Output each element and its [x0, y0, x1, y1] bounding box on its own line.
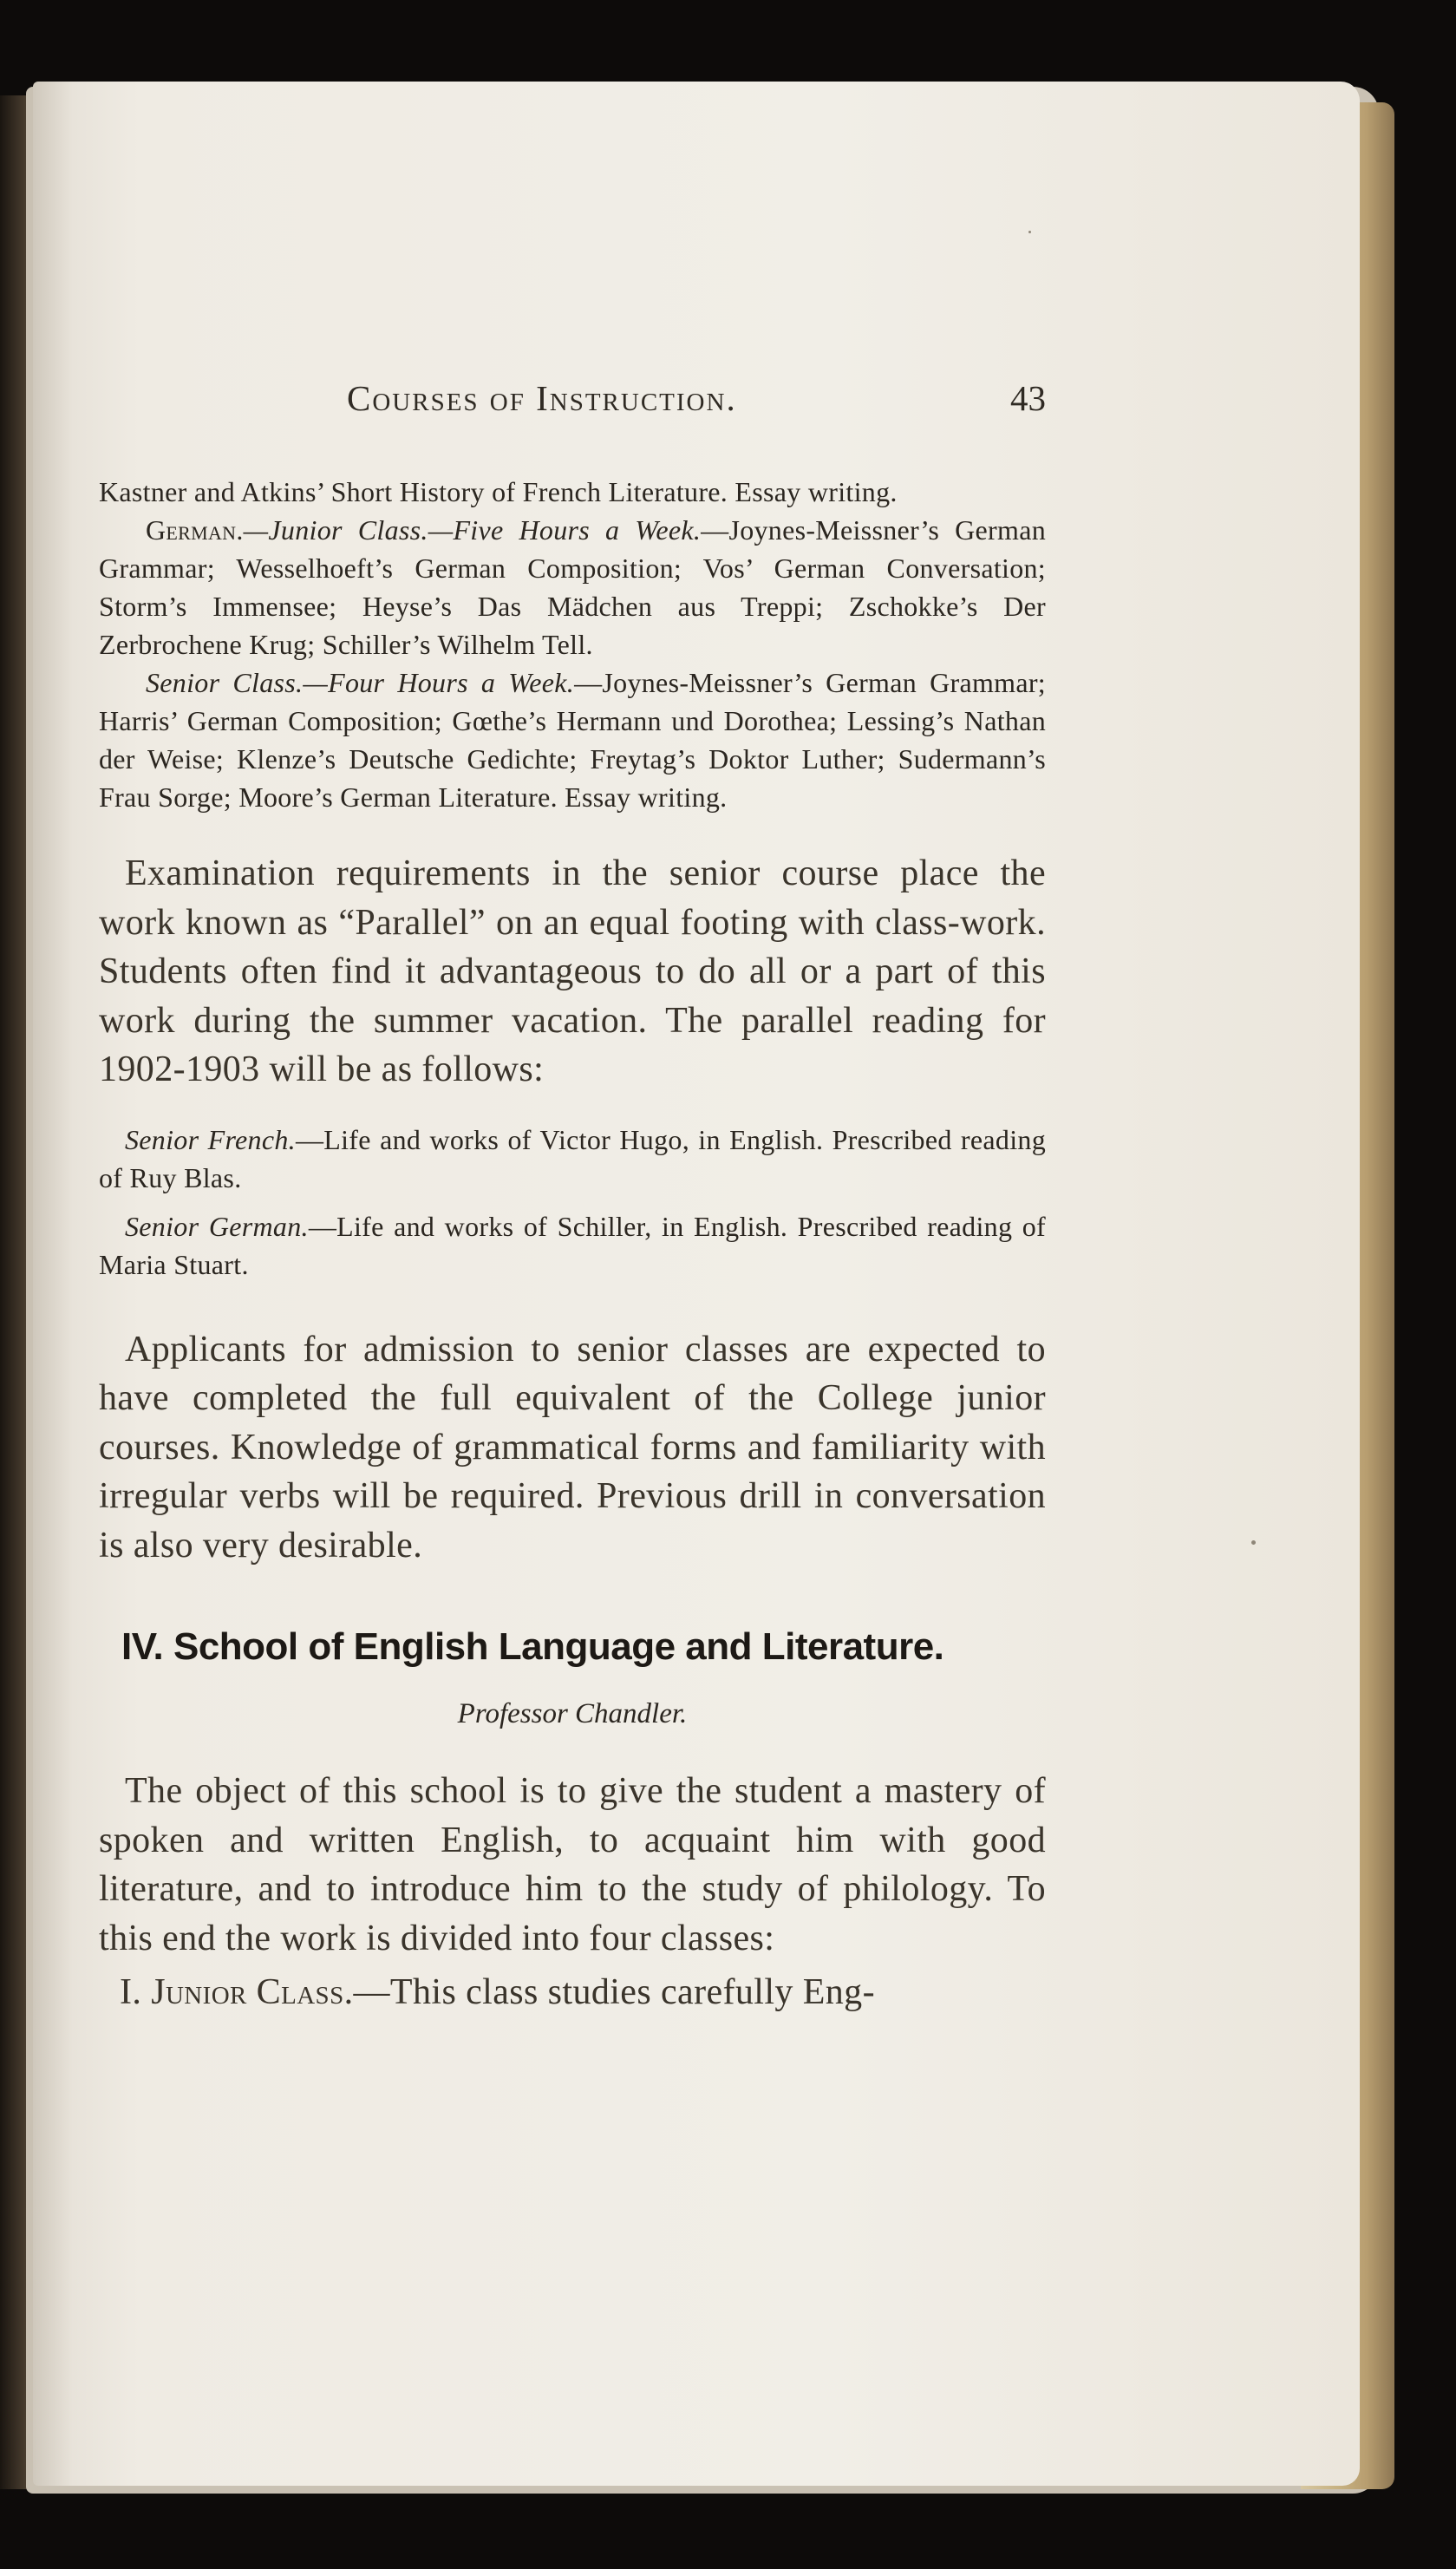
running-head	[99, 369, 1046, 421]
german-junior-title: —Junior Class.—Five Hours a Week.	[243, 514, 702, 546]
junior-class-line	[99, 1968, 1046, 2017]
parallel-german-title: Senior German.	[125, 1210, 309, 1242]
paper-speck	[1251, 1540, 1256, 1545]
paper-speck	[1028, 231, 1031, 233]
german-label: German.	[146, 514, 244, 546]
parallel-french	[99, 1121, 1046, 1197]
section-heading: IV. School of English Language and Literature.	[121, 1625, 944, 1668]
german-junior-text: —Joynes-Meissner’s German Grammar; Wesselhoeft’s German Composition; Vos’ German Conversation; Storm’s Immensee; Heyse’s Das Mädchen aus Treppi; Zschokke’s Der Zerbrochene Krug; Schiller’s Wilhelm Tell.	[99, 514, 1047, 660]
parallel-french-text: —Life and works of Victor Hugo, in English. Prescribed reading of Ruy Blas.	[99, 1123, 1046, 1193]
professor-name: Professor Chandler.	[457, 1698, 688, 1729]
applicants-paragraph: Applicants for admission to senior classes are expected to have completed the full equivalent of the College junior courses. Knowledge of grammatical forms and familiarity with irregular verbs will be required. Previous drill in conversation is also very desirable.	[99, 1329, 1046, 1566]
section-intro: The object of this school is to give the student a mastery of spoken and written English, to acquaint him with good literature, and to introduce him to the study of philology. To this end the work is divided into four classes:	[99, 1771, 1046, 1958]
parallel-german-text: —Life and works of Schiller, in English. Prescribed reading of Maria Stuart.	[99, 1210, 1046, 1280]
german-junior-paragraph	[99, 511, 1046, 663]
page-text	[99, 369, 1046, 2017]
junior-class-text: —This class studies carefully Eng-	[353, 1972, 875, 2012]
parallel-german	[99, 1207, 1046, 1284]
running-title: Courses of Instruction.	[347, 378, 737, 418]
french-continuation	[99, 473, 1046, 511]
page-number: 43	[1010, 378, 1046, 418]
german-senior-paragraph	[99, 663, 1046, 816]
class-numeral: I.	[120, 1972, 142, 2012]
parallel-reading	[99, 1121, 1046, 1284]
german-senior-text: —Joynes-Meissner’s German Grammar; Harris’ German Composition; Gœthe’s Hermann und Dorothea; Lessing’s Nathan der Weise; Klenze’s Deutsche Gedichte; Freytag’s Doktor Luther; Sudermann’s Frau Sorge; Moore’s German Literature. Essay writing.	[99, 667, 1046, 813]
german-courses	[99, 511, 1046, 816]
exam-paragraph: Examination requirements in the senior course place the work known as “Parallel” on an equal footing with class-work. Students often find it advantageous to do all or a part of this work during the summer vacation. The parallel reading for 1902-1903 will be as follows:	[99, 853, 1046, 1089]
junior-class-title: Junior Class.	[151, 1972, 354, 2012]
french-tail-text: Kastner and Atkins’ Short History of French Literature. Essay writing.	[99, 476, 898, 507]
parallel-french-title: Senior French.	[125, 1123, 296, 1155]
german-senior-title: Senior Class.—Four Hours a Week.	[146, 667, 575, 698]
